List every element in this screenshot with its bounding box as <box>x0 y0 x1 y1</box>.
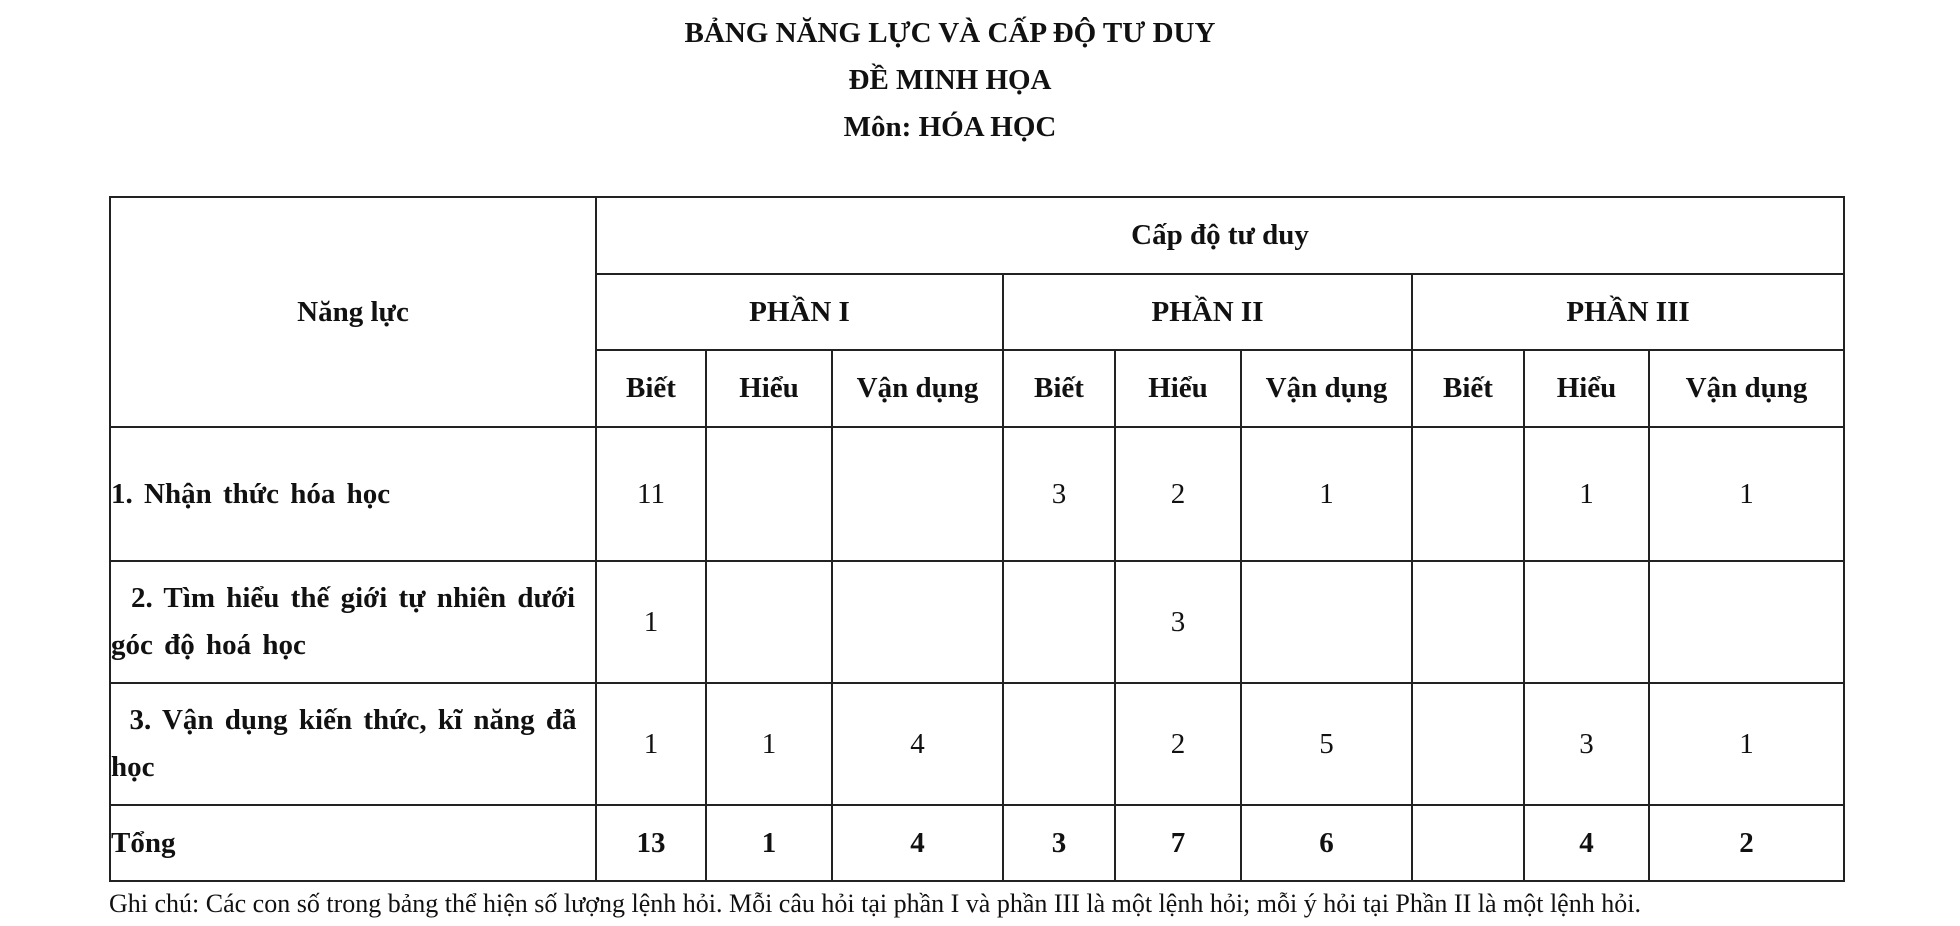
total-cell: 4 <box>1524 805 1649 881</box>
total-cell: 3 <box>1003 805 1115 881</box>
level-header: Cấp độ tư duy <box>596 197 1844 274</box>
level-header-cell: Vận dụng <box>1649 350 1844 427</box>
table-cell <box>1003 561 1115 683</box>
table-cell <box>1524 561 1649 683</box>
table-cell: 1 <box>1241 427 1412 561</box>
level-header-cell: Hiểu <box>1524 350 1649 427</box>
level-header-cell: Biết <box>596 350 706 427</box>
part-1-header: PHẦN I <box>596 274 1003 350</box>
part-2-header: PHẦN II <box>1003 274 1412 350</box>
competency-label: 2. Tìm hiểu thế giới tự nhiên dưới góc độ hoá học <box>110 561 596 683</box>
table-cell <box>706 561 832 683</box>
table-cell: 3 <box>1115 561 1241 683</box>
table-cell: 1 <box>1524 427 1649 561</box>
total-cell: 13 <box>596 805 706 881</box>
total-label: Tổng <box>110 805 596 881</box>
total-cell: 2 <box>1649 805 1844 881</box>
document-title <box>0 10 1960 151</box>
table-cell <box>1412 561 1524 683</box>
competency-label: 3. Vận dụng kiến thức, kĩ năng đã học <box>110 683 596 805</box>
level-header-cell: Hiểu <box>706 350 832 427</box>
table-cell <box>1003 683 1115 805</box>
table-cell: 11 <box>596 427 706 561</box>
table-cell <box>1649 561 1844 683</box>
total-cell: 4 <box>832 805 1003 881</box>
competency-label: 1. Nhận thức hóa học <box>110 427 596 561</box>
table-cell: 4 <box>832 683 1003 805</box>
level-header-cell: Biết <box>1003 350 1115 427</box>
table-cell: 1 <box>596 561 706 683</box>
table-cell: 1 <box>1649 427 1844 561</box>
competency-header: Năng lực <box>110 197 596 427</box>
title-line-2: ĐỀ MINH HỌA <box>848 64 1052 96</box>
table-row <box>110 561 1844 683</box>
table-cell: 1 <box>1649 683 1844 805</box>
table-cell: 1 <box>706 683 832 805</box>
part-3-header: PHẦN III <box>1412 274 1844 350</box>
level-header-cell: Vận dụng <box>1241 350 1412 427</box>
table-cell: 2 <box>1115 683 1241 805</box>
title-line-3: Môn: HÓA HỌC <box>843 111 1057 143</box>
table-cell: 1 <box>596 683 706 805</box>
table-cell <box>1412 427 1524 561</box>
table-cell: 5 <box>1241 683 1412 805</box>
level-header-cell: Biết <box>1412 350 1524 427</box>
table-row <box>110 427 1844 561</box>
table-cell <box>832 561 1003 683</box>
title-line-1: BẢNG NĂNG LỰC VÀ CẤP ĐỘ TƯ DUY <box>684 17 1216 49</box>
header-row-1 <box>110 197 1844 274</box>
table-row <box>110 683 1844 805</box>
table-cell <box>832 427 1003 561</box>
level-header-cell: Hiểu <box>1115 350 1241 427</box>
total-cell <box>1412 805 1524 881</box>
total-cell: 1 <box>706 805 832 881</box>
total-cell: 6 <box>1241 805 1412 881</box>
total-row <box>110 805 1844 881</box>
table-cell <box>706 427 832 561</box>
total-cell: 7 <box>1115 805 1241 881</box>
footnote: Ghi chú: Các con số trong bảng thể hiện số lượng lệnh hỏi. Mỗi câu hỏi tại phần I và phần III là một lệnh hỏi; mỗi ý hỏi tại Phần II là một lệnh hỏi. <box>109 889 1641 918</box>
table-cell: 3 <box>1524 683 1649 805</box>
table-cell <box>1241 561 1412 683</box>
competency-table <box>109 196 1845 882</box>
table-cell: 2 <box>1115 427 1241 561</box>
table-cell: 3 <box>1003 427 1115 561</box>
level-header-cell: Vận dụng <box>832 350 1003 427</box>
table-cell <box>1412 683 1524 805</box>
